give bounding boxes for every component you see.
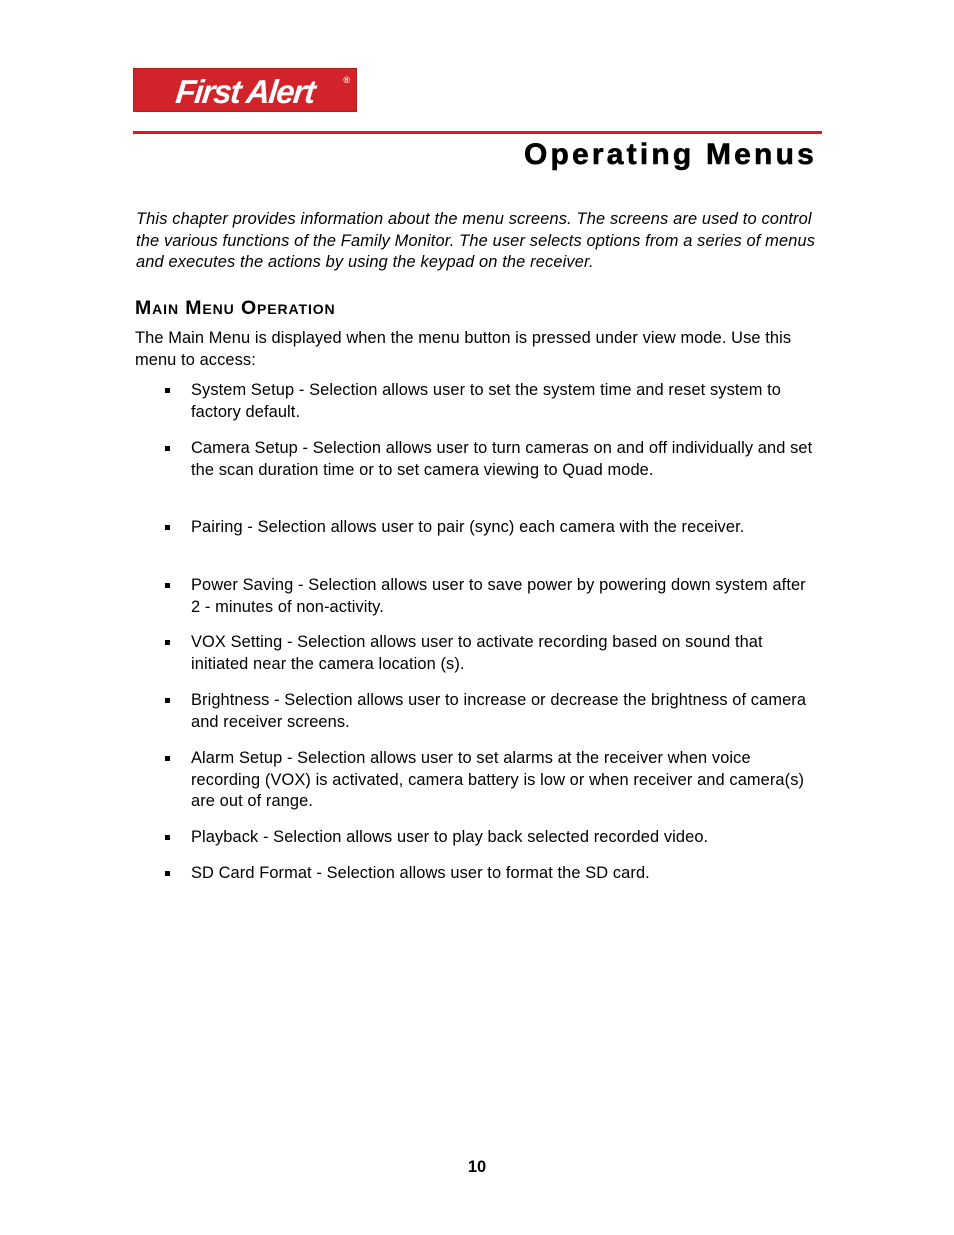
section-intro: The Main Menu is displayed when the menu button is pressed under view mode. Use this menu to access: xyxy=(135,329,792,369)
list-item-sd-card-format xyxy=(135,863,815,885)
first-alert-logo xyxy=(133,68,357,112)
list-item-text: VOX Setting - Selection allows user to activate recording based on sound that initiated near the camera location (s). xyxy=(191,633,763,673)
list-item-camera-setup xyxy=(135,438,815,481)
list-item-pairing xyxy=(135,517,815,539)
page-number: 10 xyxy=(467,1158,487,1176)
section-heading: Main Menu Operation xyxy=(135,297,336,319)
list-item-playback xyxy=(135,827,815,849)
header-rule xyxy=(133,131,822,134)
list-item-system-setup xyxy=(135,380,815,423)
list-item-text: Alarm Setup - Selection allows user to set alarms at the receiver when voice recording (VOX) is activated, camera battery is low or when receiver and camera(s) are out of range. xyxy=(191,749,805,811)
logo-text: First Alert xyxy=(173,72,317,110)
chapter-intro: This chapter provides information about the menu screens. The screens are used to control the various functions of the Family Monitor. The user selects options from a series of menus and executes the actions by using the keypad on the receiver. xyxy=(136,210,816,272)
list-item-brightness xyxy=(135,690,815,733)
registered-mark: ® xyxy=(343,75,350,85)
bullet-icon xyxy=(135,748,191,813)
list-item-alarm-setup xyxy=(135,748,815,813)
list-item-text: Playback - Selection allows user to play back selected recorded video. xyxy=(191,828,709,846)
list-item-text: Brightness - Selection allows user to increase or decrease the brightness of camera and receiver screens. xyxy=(191,691,807,731)
list-item-power-saving xyxy=(135,575,815,618)
bullet-icon xyxy=(135,575,191,618)
list-item-text: SD Card Format - Selection allows user to format the SD card. xyxy=(191,864,650,882)
bullet-icon xyxy=(135,380,191,423)
list-item-text: Camera Setup - Selection allows user to turn cameras on and off individually and set the scan duration time or to set camera viewing to Quad mode. xyxy=(191,439,813,479)
list-item-text: Power Saving - Selection allows user to save power by powering down system after 2 - minutes of non-activity. xyxy=(191,576,806,616)
list-item-vox-setting xyxy=(135,632,815,675)
bullet-icon xyxy=(135,690,191,733)
list-item-text: Pairing - Selection allows user to pair (sync) each camera with the receiver. xyxy=(191,518,745,536)
bullet-icon xyxy=(135,827,191,849)
list-item-text: System Setup - Selection allows user to set the system time and reset system to factory default. xyxy=(191,381,782,421)
bullet-icon xyxy=(135,438,191,481)
page-title: Operating Menus xyxy=(523,138,817,171)
bullet-icon xyxy=(135,632,191,675)
bullet-icon xyxy=(135,517,191,539)
bullet-icon xyxy=(135,863,191,885)
